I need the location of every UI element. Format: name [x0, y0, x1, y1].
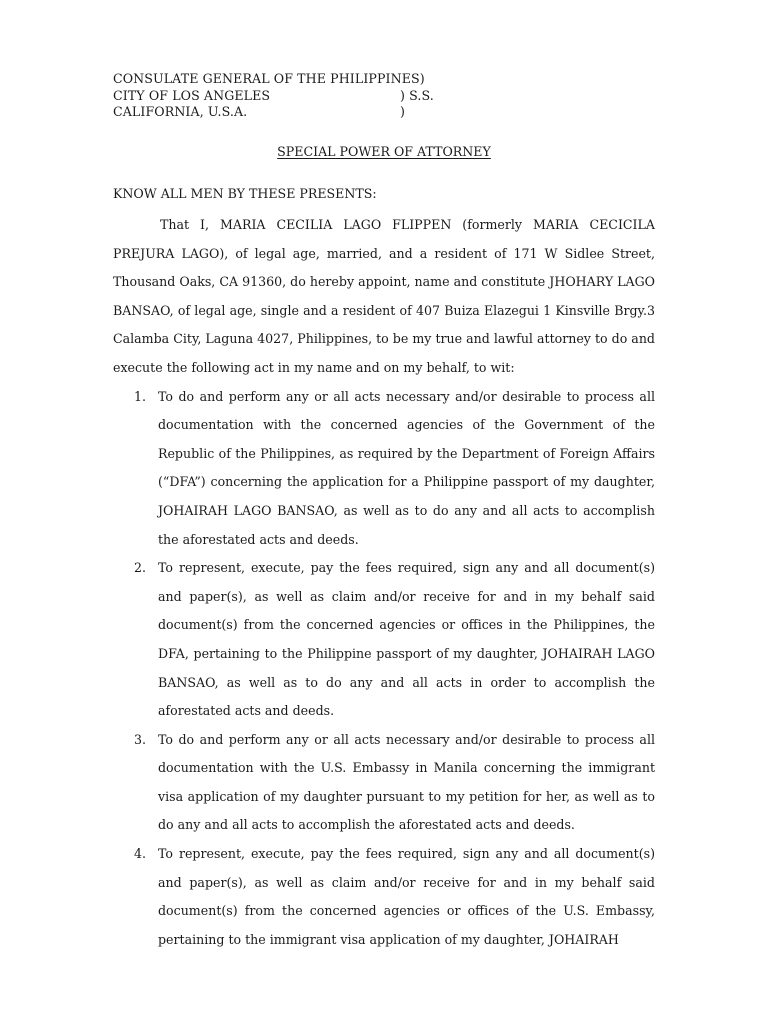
- caption-row-city: [113, 87, 434, 105]
- list-item: [113, 554, 655, 726]
- list-item-text: To represent, execute, pay the fees required, sign any and all document(s) and paper(s), as well as claim and/or receive for and in my behalf said document(s) from the concerned agencies or offices in the Philippines, the DFA, pertaining to the Philippine passport of my daughter, JOHAIRAH LAGO BANSAO, as well as to do any and all acts in order to accomplish the aforestated acts and deeds.: [158, 560, 655, 719]
- caption-state: CALIFORNIA, U.S.A.: [113, 104, 248, 119]
- list-item: [113, 840, 655, 954]
- list-item-number: 3.: [134, 731, 147, 747]
- caption-city: CITY OF LOS ANGELES: [113, 87, 271, 103]
- caption-row-consulate: [113, 71, 425, 88]
- list-item-number: 4.: [134, 846, 147, 862]
- list-item-text: To represent, execute, pay the fees required, sign any and all document(s) and paper(s), as well as claim and/or receive for and in my behalf said document(s) from the concerned agencies or offices of the U.S. Embassy, pertaining to the immigrant visa application of my daughter, JOHAIRAH: [158, 846, 655, 947]
- caption-ss: ) S.S.: [400, 87, 434, 103]
- intro-paragraph: That I, MARIA CECILIA LAGO FLIPPEN (formerly MARIA CECICILA PREJURA LAGO), of legal age, married, and a resident of 171 W Sidlee Street, Thousand Oaks, CA 91360, do hereby appoint, name and constitute JHOHARY LAGO BANSAO, of legal age, single and a resident of 407 Buiza Elazegui 1 Kinsville Brgy.3 Calamba City, Laguna 4027, Philippines, to be my true and lawful attorney to do and execute the following act in my name and on my behalf, to wit:: [113, 217, 655, 375]
- list-item-number: 1.: [134, 388, 147, 404]
- list-item-text: To do and perform any or all acts necessary and/or desirable to process all documentation with the U.S. Embassy in Manila concerning the immigrant visa application of my daughter pursuant to my petition for her, as well as to do any and all acts to accomplish the aforestated acts and deeds.: [158, 731, 655, 833]
- caption-row-state: [113, 104, 425, 121]
- know-all-men-heading: KNOW ALL MEN BY THESE PRESENTS:: [113, 186, 377, 201]
- document-body: [113, 211, 655, 954]
- caption-consulate: CONSULATE GENERAL OF THE PHILIPPINES): [113, 71, 425, 86]
- list-item-number: 2.: [134, 560, 147, 576]
- powers-list: [113, 383, 655, 955]
- caption-bracket: ): [400, 104, 406, 119]
- document-title-text: SPECIAL POWER OF ATTORNEY: [277, 144, 491, 159]
- venue-caption: [113, 71, 434, 121]
- document-title: [0, 144, 768, 160]
- list-item-text: To do and perform any or all acts necessary and/or desirable to process all documentation with the concerned agencies of the Government of the Republic of the Philippines, as required by the Department of Foreign Affairs (“DFA”) concerning the application for a Philippine passport of my daughter, JOHAIRAH LAGO BANSAO, as well as to do any and all acts to accomplish the aforestated acts and deeds.: [158, 388, 655, 547]
- list-item: [113, 726, 655, 840]
- list-item: [113, 383, 655, 555]
